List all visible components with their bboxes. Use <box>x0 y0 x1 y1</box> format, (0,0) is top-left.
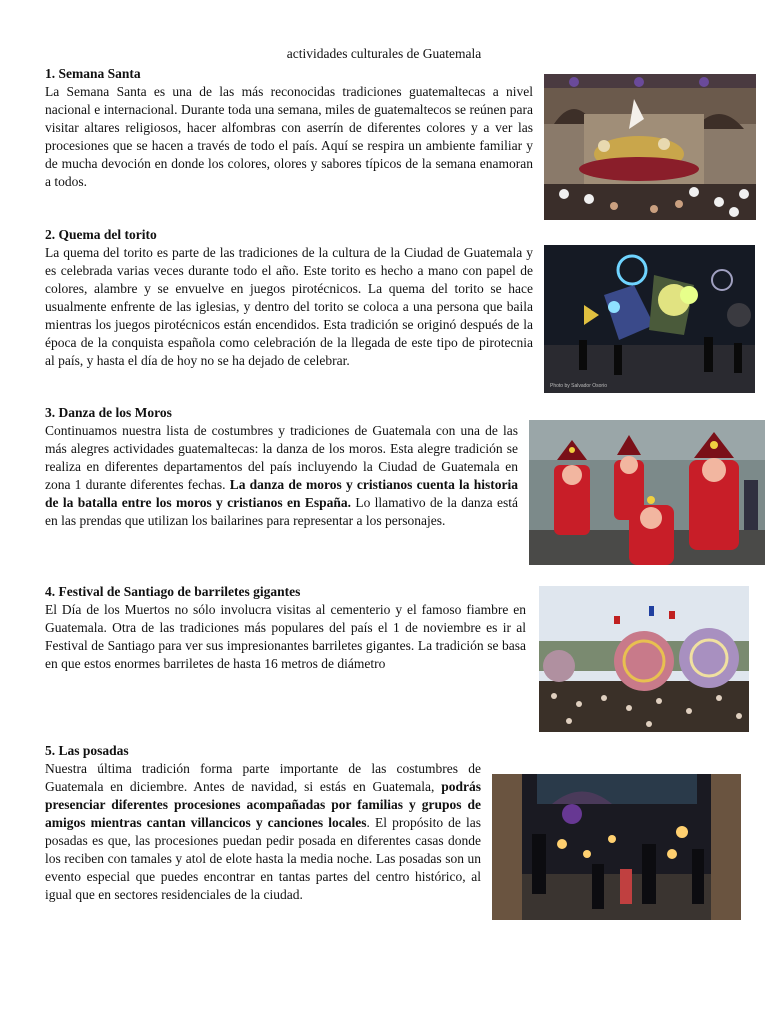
section-body: La quema del torito es parte de las tradiciones de la cultura de la Ciudad de Guatemala y es celebrada varias veces durante todo el año. Este torito es hecho a mano con papel de colores, alambre y se envuelve en juegos pirotécnicos. La quema del torito se hace usualmente enfrente de las iglesias, y dentro del torito se coloca a una persona que baila mientras los juegos pirotécnicos están encendidos. Esta tradición se originó después de la época de la conquista española como celebración de la llegada de este tipo de pirotecnia al país, y hasta el día de hoy no se ha dejado de celebrar. <box>45 245 533 368</box>
section-heading: 2. Quema del torito <box>45 227 157 242</box>
body-bold-text: La danza de moros y cristianos cuenta la historia de la batalla entre los moros y cristianos en España. <box>45 477 518 510</box>
section-las-posadas <box>45 742 481 904</box>
body-text: . El propósito de las posadas es que, las procesiones puedan pedir posada en diferentes casas donde los reciben con tamales y atol de elote hasta la media noche. Las posadas son un evento especial que puedes encontrar en tantas partes del centro histórico, al igual que en sectores residenciales de la ciudad. <box>45 815 481 902</box>
section-body: La Semana Santa es una de las más reconocidas tradiciones guatemaltecas a nivel nacional e internacional. Durante toda una semana, miles de guatemaltecos se reúnen para visitar altares religiosos, hacer alfombras con aserrín de diferentes colores y a ver las procesiones que se hacen a través de todo el país. Aquí se respira un ambiente familiar y de mucha devoción en donde los colores, olores y sabores típicos de la semana enamoran a todos. <box>45 84 533 189</box>
las-posadas-photo <box>492 774 741 920</box>
section-heading: 4. Festival de Santiago de barriletes gigantes <box>45 584 301 599</box>
document-title: actividades culturales de Guatemala <box>286 46 482 61</box>
body-bold-text: podrás presenciar diferentes procesiones acompañadas por familias y grupos de amigos mientras cantan villancicos y canciones locales <box>45 779 481 830</box>
section-danza-de-los-moros <box>45 404 518 530</box>
section-quema-del-torito <box>45 226 533 370</box>
body-text: Lo llamativo de la danza está en las prendas que utilizan los bailarines para representar a los personajes. <box>45 495 519 528</box>
section-semana-santa <box>45 65 533 191</box>
photo-credit: Photo by Salvador Osorio <box>550 383 607 389</box>
section-body <box>45 760 481 904</box>
section-festival-de-santiago <box>45 583 526 673</box>
body-text: Nuestra última tradición forma parte importante de las costumbres de Guatemala en diciembre. Antes de navidad, si estás en Guatemala, <box>45 761 481 794</box>
body-text: Continuamos nuestra lista de costumbres y tradiciones de Guatemala con una de las más alegres actividades guatemaltecas: la danza de los moros. Esta alegre tradición se realiza en diferentes departamentos del país incluyendo la Ciudad de Guatemala en zona 1 durante diferentes fechas. <box>45 423 518 492</box>
barriletes-gigantes-photo <box>539 586 749 732</box>
quema-del-torito-photo <box>544 245 755 393</box>
section-heading: 5. Las posadas <box>45 743 129 758</box>
semana-santa-photo <box>544 74 756 220</box>
danza-de-los-moros-photo <box>529 420 765 565</box>
section-body <box>45 422 518 530</box>
section-heading: 3. Danza de los Moros <box>45 405 172 420</box>
section-body: El Día de los Muertos no sólo involucra visitas al cementerio y el famoso fiambre en Guatemala. Otra de las tradiciones más populares del país el 1 de noviembre es ir al Festival de Santiago para ver sus impresionantes barriletes gigantes. La tradición se basa en que estos enormes barriletes de hasta 16 metros de diámetro <box>45 602 526 671</box>
section-heading: 1. Semana Santa <box>45 66 141 81</box>
